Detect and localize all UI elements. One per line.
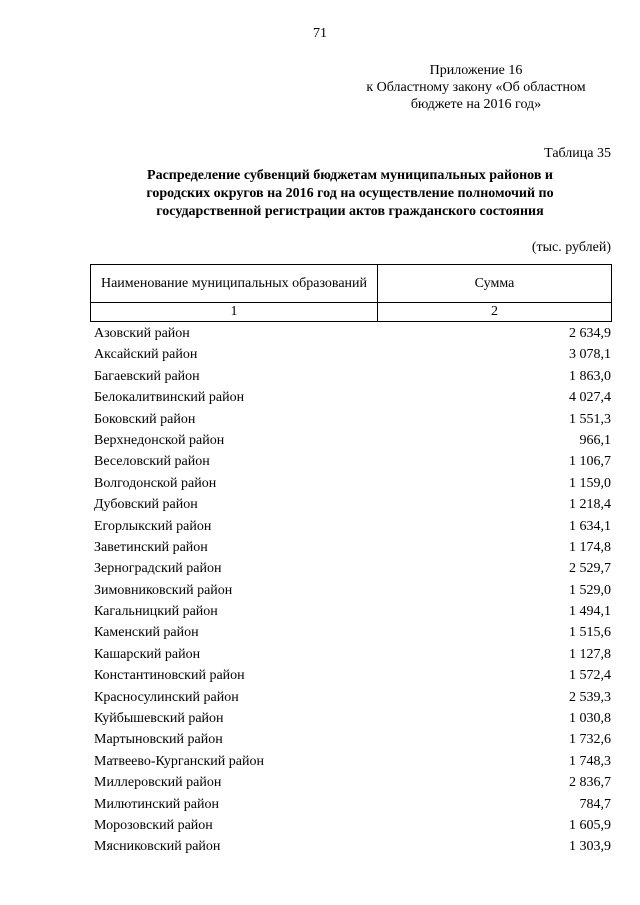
table-row [94,430,612,451]
row-name: Егорлыкский район [94,518,212,534]
units-label: (тыс. рублей) [531,240,611,255]
row-sum: 1 106,7 [569,454,611,470]
row-sum: 1 605,9 [569,817,611,833]
row-sum: 1 732,6 [569,732,611,748]
row-name: Зимовниковский район [94,582,233,598]
table-row [94,815,612,836]
table-row [94,558,612,579]
appendix-line-1: Приложение 16 [429,63,523,78]
table-row [94,601,612,622]
table-row [94,665,612,686]
page-number: 71 [313,26,327,41]
table-row [94,794,612,815]
row-name: Зерноградский район [94,561,222,577]
column-number-2: 2 [378,303,612,322]
row-name: Багаевский район [94,368,200,384]
title-line-3: государственной регистрации актов гражданского состояния [156,204,544,219]
row-name: Кашарский район [94,646,201,662]
row-name: Морозовский район [94,817,213,833]
table-row [94,494,612,515]
table-row [94,729,612,750]
row-sum: 1 159,0 [569,475,611,491]
row-sum: 4 027,4 [569,390,611,406]
header-sum: Сумма [378,265,612,303]
table-row [94,451,612,472]
table-row [94,580,612,601]
row-sum: 2 529,7 [569,561,611,577]
table-row [94,836,612,857]
row-name: Каменский район [94,625,199,641]
title-line-1: Распределение субвенций бюджетам муниципальных районов и [147,168,553,183]
table-row [94,687,612,708]
row-name: Белокалитвинский район [94,390,245,406]
title-line-2: городских округов на 2016 год на осуществление полномочий по [146,186,554,201]
table-header [90,264,612,322]
row-name: Константиновский район [94,668,245,684]
row-name: Веселовский район [94,454,210,470]
table-row [94,323,612,344]
row-name: Кагальницкий район [94,604,218,620]
row-sum: 1 494,1 [569,604,611,620]
appendix-line-3: бюджете на 2016 год» [410,97,542,112]
row-sum: 1 127,8 [569,646,611,662]
row-name: Мясниковский район [94,839,221,855]
row-sum: 1 863,0 [569,368,611,384]
appendix-note [341,62,611,113]
row-name: Боковский район [94,411,196,427]
row-sum: 784,7 [579,796,611,812]
table-label: Таблица 35 [544,146,611,161]
row-sum: 3 078,1 [569,347,611,363]
table-row [94,387,612,408]
table-row [94,537,612,558]
row-name: Милютинский район [94,796,220,812]
row-name: Красносулинский район [94,689,239,705]
table-row [94,516,612,537]
row-sum: 1 174,8 [569,539,611,555]
column-number-1: 1 [91,303,378,322]
table-row [94,751,612,772]
table-row [94,644,612,665]
table-row [94,473,612,494]
row-sum: 1 634,1 [569,518,611,534]
row-sum: 2 836,7 [569,775,611,791]
row-sum: 2 539,3 [569,689,611,705]
appendix-line-2: к Областному закону «Об областном [366,80,586,95]
row-name: Куйбышевский район [94,711,224,727]
table-row [94,366,612,387]
table-row [94,772,612,793]
row-name: Волгодонской район [94,475,217,491]
document-title [90,167,610,221]
row-name: Дубовский район [94,497,198,513]
row-name: Мартыновский район [94,732,223,748]
row-name: Матвеево-Курганский район [94,753,264,769]
row-name: Аксайский район [94,347,198,363]
row-sum: 1 515,6 [569,625,611,641]
row-sum: 1 529,0 [569,582,611,598]
row-sum: 1 572,4 [569,668,611,684]
table-body [94,323,612,858]
row-name: Заветинский район [94,539,208,555]
row-name: Верхнедонской район [94,432,225,448]
table-row [94,344,612,365]
row-sum: 966,1 [579,432,611,448]
table-row [94,708,612,729]
row-sum: 1 748,3 [569,753,611,769]
row-sum: 2 634,9 [569,326,611,341]
header-name: Наименование муниципальных образований [91,265,378,303]
row-sum: 1 030,8 [569,711,611,727]
table-row [94,409,612,430]
table-row [94,622,612,643]
row-name: Миллеровский район [94,775,222,791]
row-sum: 1 218,4 [569,497,611,513]
row-sum: 1 551,3 [569,411,611,427]
row-name: Азовский район [94,326,190,341]
row-sum: 1 303,9 [569,839,611,855]
